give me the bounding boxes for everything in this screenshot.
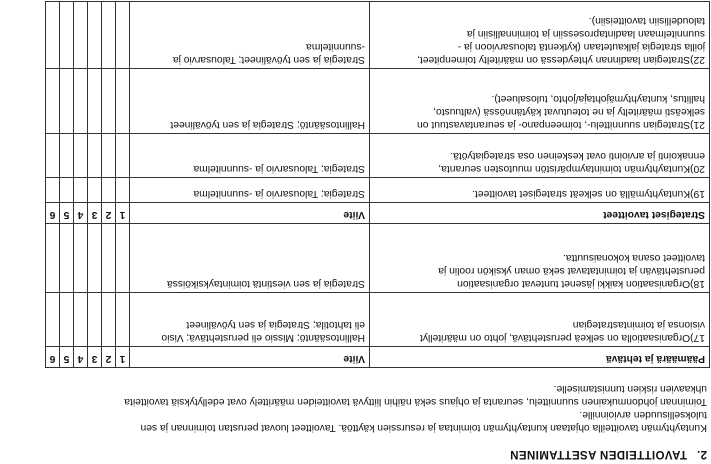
ref-line: -suunnitelma (306, 41, 365, 52)
header-ref: Viite (130, 203, 370, 224)
header-goal: Päämäärä ja tehtävä (370, 347, 710, 368)
ref-line: Strategia; Talousarvio ja -suunnitelma (193, 163, 365, 174)
intro-text (17, 382, 707, 434)
section-heading (510, 448, 707, 460)
goal-line: tavoitteet osana kokonaisuutta. (563, 252, 705, 263)
score-cell-3[interactable] (88, 2, 102, 69)
score-cell-3[interactable] (88, 134, 102, 178)
score-cell-4[interactable] (74, 69, 88, 134)
ref-line: Strategia ja sen työvälineet; Talousarvio ja (172, 54, 365, 65)
score-cell-5[interactable] (60, 2, 74, 69)
scale-6: 6 (46, 347, 60, 368)
score-cell-4[interactable] (74, 134, 88, 178)
score-cell-1[interactable] (116, 224, 130, 293)
goal-cell (370, 134, 710, 178)
goal-cell (370, 2, 710, 69)
intro-line: tuloksellisuuden arvioinnille. (579, 409, 707, 420)
goal-line: 22)Strategian laadinnan yhteydessä on määritelty toimenpiteet, (417, 54, 705, 65)
goal-line: hallitus, kuntayhtymäjohtaja/johto, tulosalueet). (491, 93, 705, 104)
scale-6: 6 (46, 203, 60, 224)
goal-line: 21)Strategian suunnittelu-, toimeenpano- ja seurantavastuut on (417, 119, 705, 130)
score-cell-4[interactable] (74, 224, 88, 293)
goal-line: 19)Kuntayhtymällä on selkeät strategiset tavoitteet. (472, 188, 705, 199)
score-cell-6[interactable] (46, 293, 60, 347)
goal-cell (370, 178, 710, 203)
scale-1: 1 (116, 203, 130, 224)
table-row (46, 224, 710, 293)
score-cell-3[interactable] (88, 69, 102, 134)
goal-line: 17)Organisaatiolla on selkeä perustehtävä, johto on määritellyt (419, 332, 705, 343)
score-cell-3[interactable] (88, 178, 102, 203)
intro-paragraph-2 (17, 382, 707, 408)
ref-cell (130, 2, 370, 69)
table-row (46, 178, 710, 203)
score-cell-5[interactable] (60, 224, 74, 293)
score-cell-5[interactable] (60, 69, 74, 134)
score-cell-2[interactable] (102, 2, 116, 69)
goal-line: 20)Kuntayhtymän toimintaympäristön muutosten seuranta, (438, 163, 705, 174)
score-cell-6[interactable] (46, 224, 60, 293)
table-row (46, 134, 710, 178)
ref-cell (130, 134, 370, 178)
score-cell-2[interactable] (102, 293, 116, 347)
ref-cell (130, 69, 370, 134)
score-cell-6[interactable] (46, 2, 60, 69)
ref-line: eli tahtotila; Strategia ja sen työvälineet (186, 319, 365, 330)
section-number: 2. (696, 448, 707, 460)
ref-cell (130, 293, 370, 347)
score-cell-5[interactable] (60, 134, 74, 178)
score-cell-1[interactable] (116, 69, 130, 134)
score-cell-6[interactable] (46, 134, 60, 178)
ref-cell (130, 224, 370, 293)
ref-cell (130, 178, 370, 203)
score-cell-2[interactable] (102, 69, 116, 134)
table-header-row (46, 203, 710, 224)
intro-paragraph-1 (17, 408, 707, 434)
table-header-row (46, 347, 710, 368)
score-cell-2[interactable] (102, 178, 116, 203)
scale-3: 3 (88, 203, 102, 224)
table-row (46, 293, 710, 347)
score-cell-1[interactable] (116, 178, 130, 203)
score-cell-3[interactable] (88, 224, 102, 293)
ref-line: Strategia; Talousarvio ja -suunnitelma (193, 188, 365, 199)
goal-cell (370, 293, 710, 347)
goal-line: 18)Organisaation kaikki jäsenet tuntevat organisaation (457, 278, 705, 289)
score-cell-5[interactable] (60, 178, 74, 203)
header-goal: Strategiset tavoitteet (370, 203, 710, 224)
header-ref: Viite (130, 347, 370, 368)
scale-5: 5 (60, 203, 74, 224)
intro-line: uhkaavien riskien tunnistamiselle. (553, 383, 707, 394)
scale-2: 2 (102, 347, 116, 368)
scale-4: 4 (74, 347, 88, 368)
goal-cell (370, 224, 710, 293)
score-cell-2[interactable] (102, 224, 116, 293)
score-cell-2[interactable] (102, 134, 116, 178)
intro-line: Toiminnan johdonmukainen suunnittelu, seuranta ja ohjaus sekä näihin liittyvä tavoitteiden määrittely ovat edellytyksiä tavoitteita (124, 396, 707, 407)
scale-4: 4 (74, 203, 88, 224)
ref-line: Hallintosääntö; Missio eli perustehtävä; Visio (161, 332, 365, 343)
goal-line: visionsa ja toimintastrategian (572, 319, 705, 330)
scale-1: 1 (116, 347, 130, 368)
score-cell-4[interactable] (74, 2, 88, 69)
table-row (46, 2, 710, 69)
score-cell-6[interactable] (46, 178, 60, 203)
goal-line: taloudellisiin tavoitteisiin). (588, 15, 705, 26)
score-cell-3[interactable] (88, 293, 102, 347)
goal-line: ennakointi ja arviointi ovat keskeinen osa strategiatyötä. (450, 150, 705, 161)
score-cell-4[interactable] (74, 178, 88, 203)
assessment-table (45, 1, 710, 368)
score-cell-6[interactable] (46, 69, 60, 134)
ref-line: Hallintosääntö; Strategia ja sen työvälineet (170, 119, 365, 130)
goal-line: suunnitelmaan laadintaprosessiin ja toiminnallisiin ja (466, 28, 705, 39)
score-cell-1[interactable] (116, 293, 130, 347)
intro-line: Kuntayhtymän tavoitteilla ohjataan kuntayhtymän toimintaa ja resurssien käyttöä. Tavoitteet luovat perustan toiminnan ja sen (140, 422, 707, 433)
score-cell-1[interactable] (116, 2, 130, 69)
scale-3: 3 (88, 347, 102, 368)
score-cell-1[interactable] (116, 134, 130, 178)
scale-5: 5 (60, 347, 74, 368)
section-title: TAVOITTEIDEN ASETTAMINEN (509, 448, 687, 460)
goal-cell (370, 69, 710, 134)
ref-line: Strategia ja sen viestintä toimintayksiköissä (166, 278, 365, 289)
scale-2: 2 (102, 203, 116, 224)
goal-line: joilla strategia jalkautetaan (kytkentä talousarvioon ja - (457, 41, 705, 52)
score-cell-4[interactable] (74, 293, 88, 347)
goal-line: selkeästi määritelty ja ne toteutuvat käytännössä (valtuusto, (433, 106, 705, 117)
goal-line: perustehtävän ja toimintatavat sekä oman yksikön roolin ja (438, 265, 705, 276)
score-cell-5[interactable] (60, 293, 74, 347)
table-row (46, 69, 710, 134)
